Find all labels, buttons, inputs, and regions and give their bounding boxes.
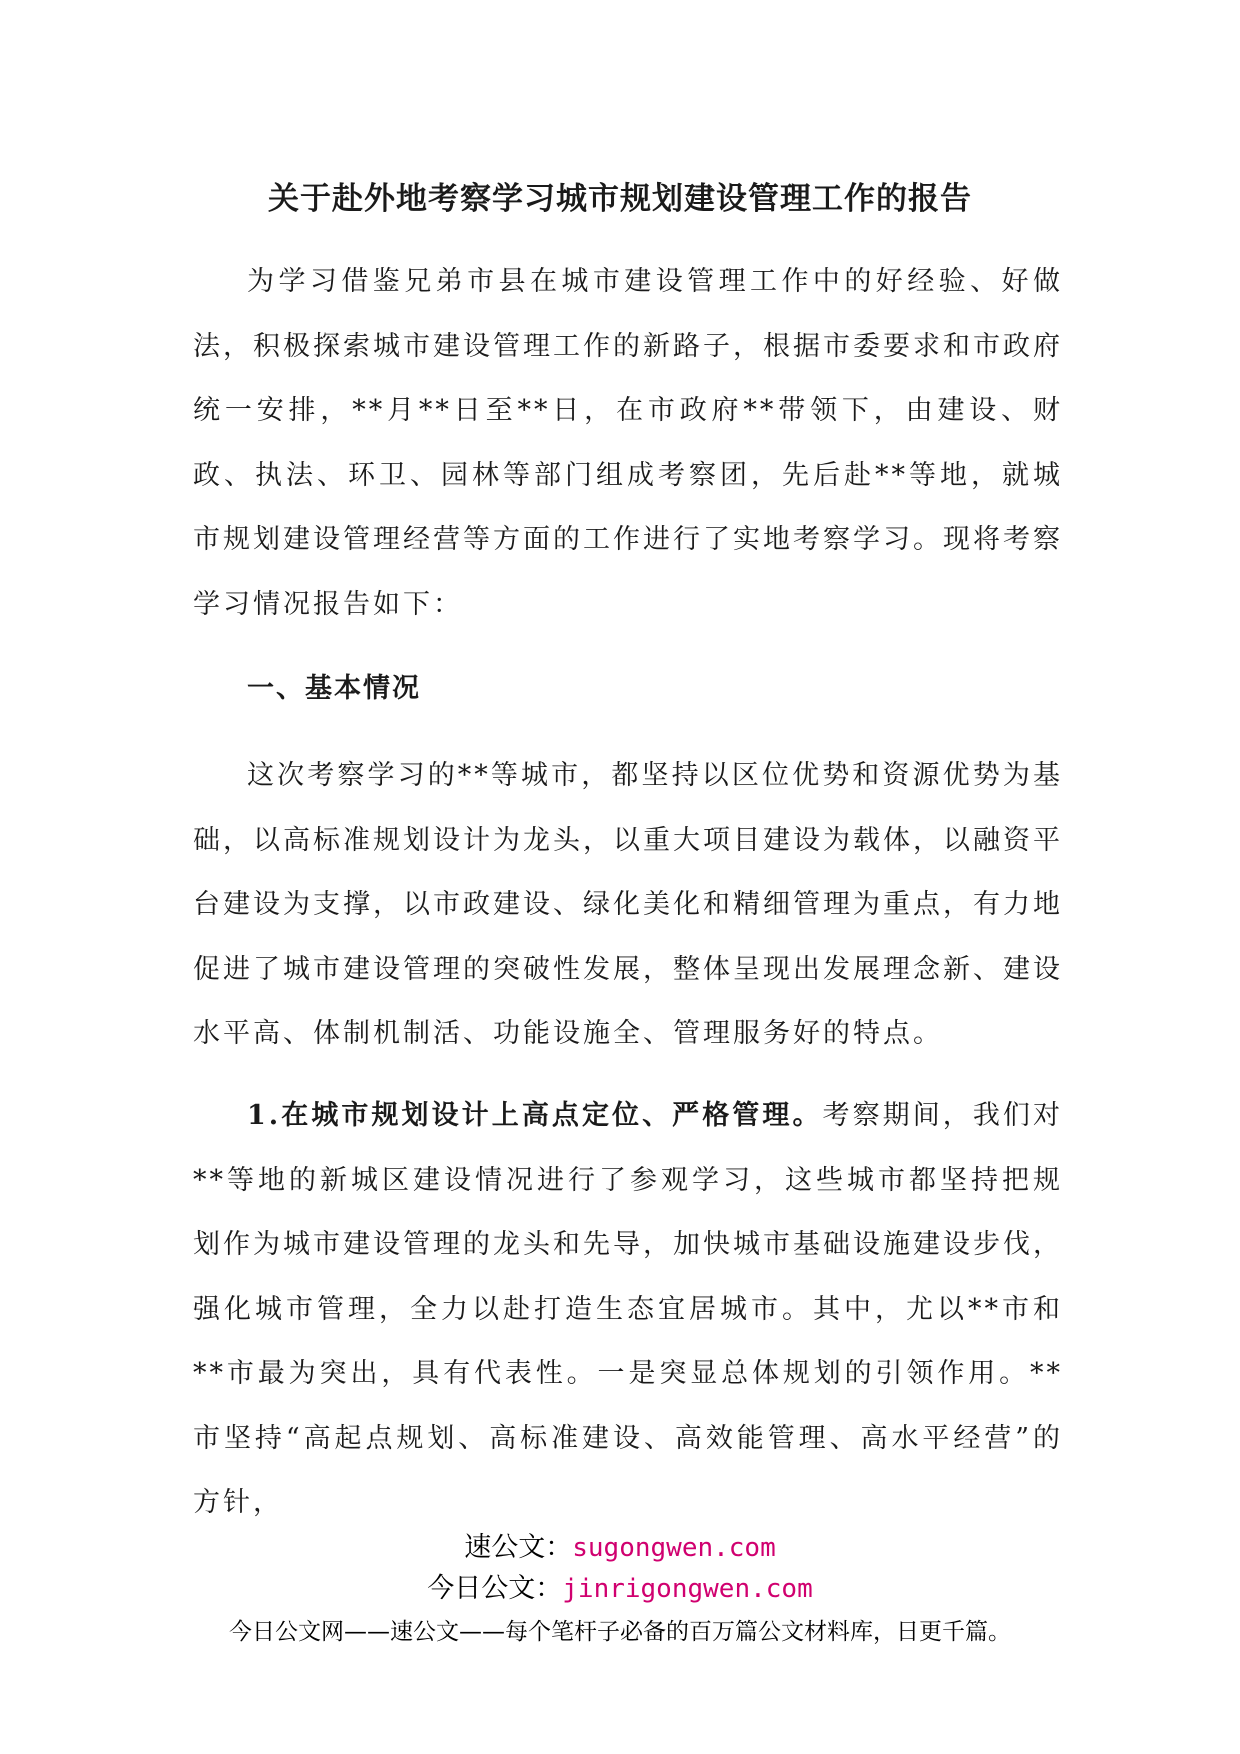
footer-jinrigongwen-label: 今日公文： [427, 1573, 563, 1604]
footer-sugongwen-label: 速公文： [464, 1532, 573, 1563]
footer-jinrigongwen-line [0, 1571, 1240, 1607]
intro-paragraph: 为学习借鉴兄弟市县在城市建设管理工作中的好经验、好做法，积极探索城市建设管理工作的新路子，根据市委要求和市政府统一安排，**月**日至**日，在市政府**带领下，由建设、财政、执法、环卫、园林等部门组成考察团，先后赴**等地，就城市规划建设管理经营等方面的工作进行了实地考察学习。现将考察学习情况报告如下： [193, 266, 1063, 620]
basic-situation-paragraph: 这次考察学习的**等城市，都坚持以区位优势和资源优势为基础，以高标准规划设计为龙头，以重大项目建设为载体，以融资平台建设为支撑，以市政建设、绿化美化和精细管理为重点，有力地促进了城市建设管理的突破性发展，整体呈现出发展理念新、建设水平高、体制机制活、功能设施全、管理服务好的特点。 [193, 760, 1063, 1049]
footer-slogan: 今日公文网——速公文——每个笔杆子必备的百万篇公文材料库，日更千篇。 [229, 1619, 1011, 1645]
planning-paragraph [193, 1084, 1063, 1536]
footer-sugongwen-line [0, 1530, 1240, 1566]
section-heading-basic-situation: 一、基本情况 [247, 673, 421, 704]
footer-sugongwen-link[interactable]: sugongwen.com [572, 1533, 776, 1563]
planning-paragraph-body: 考察期间，我们对**等地的新城区建设情况进行了参观学习，这些城市都坚持把规划作为城市建设管理的龙头和先导，加快城市基础设施建设步伐，强化城市管理，全力以赴打造生态宜居城市。其中，尤以**市和**市最为突出，具有代表性。一是突显总体规划的引领作用。**市坚持“高起点规划、高标准建设、高效能管理、高水平经营”的方针， [193, 1100, 1064, 1518]
planning-paragraph-lead: 1.在城市规划设计上高点定位、严格管理。 [247, 1100, 823, 1131]
document-title: 关于赴外地考察学习城市规划建设管理工作的报告 [268, 181, 972, 217]
footer-jinrigongwen-link[interactable]: jinrigongwen.com [562, 1574, 813, 1604]
